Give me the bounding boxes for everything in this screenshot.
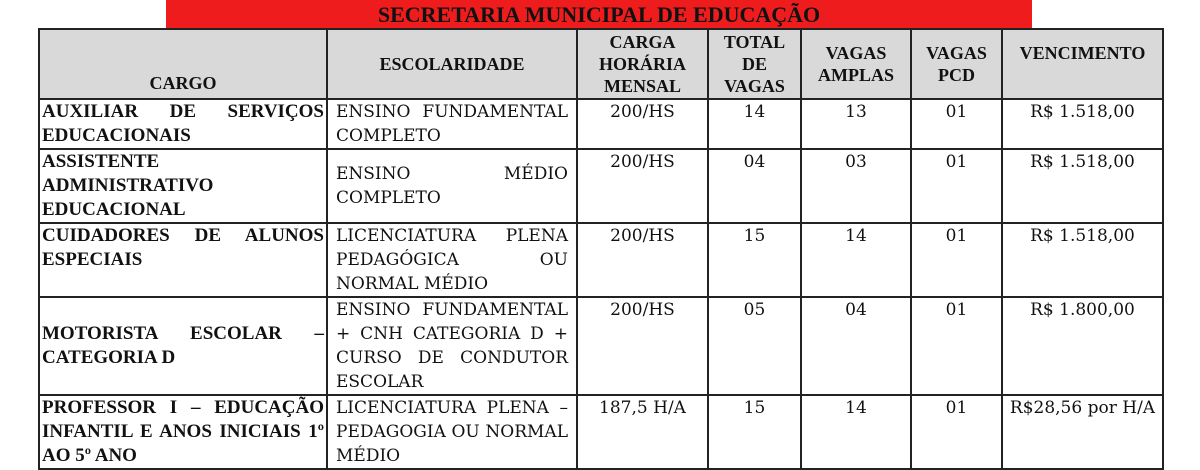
vacancies-table bbox=[38, 28, 1164, 470]
vencimento-cell: R$ 1.518,00 bbox=[1002, 99, 1163, 149]
cargo-cell: CUIDADORES DE ALUNOS ESPECIAIS bbox=[39, 223, 327, 297]
total-vagas-cell: 05 bbox=[708, 297, 801, 395]
escolaridade-cell: ENSINO MÉDIO COMPLETO bbox=[327, 149, 577, 223]
vagas-amplas-cell: 13 bbox=[801, 99, 911, 149]
escolaridade-cell: LICENCIATURA PLENA – PEDAGOGIA OU NORMAL MÉDIO bbox=[327, 395, 577, 469]
table-row bbox=[39, 395, 1163, 469]
header-carga-horaria: CARGA HORÁRIA MENSAL bbox=[577, 29, 708, 99]
header-cargo: CARGO bbox=[39, 29, 327, 99]
secretaria-title-banner: SECRETARIA MUNICIPAL DE EDUCAÇÃO bbox=[166, 0, 1032, 28]
vencimento-cell: R$ 1.518,00 bbox=[1002, 149, 1163, 223]
vencimento-cell: R$ 1.518,00 bbox=[1002, 223, 1163, 297]
vagas-amplas-cell: 14 bbox=[801, 395, 911, 469]
escolaridade-cell: ENSINO FUNDAMENTAL COMPLETO bbox=[327, 99, 577, 149]
header-total-vagas: TOTAL DE VAGAS bbox=[708, 29, 801, 99]
carga-horaria-cell: 200/HS bbox=[577, 223, 708, 297]
carga-horaria-cell: 200/HS bbox=[577, 99, 708, 149]
carga-horaria-cell: 200/HS bbox=[577, 149, 708, 223]
cargo-cell: PROFESSOR I – EDUCAÇÃO INFANTIL E ANOS INICIAIS 1º AO 5º ANO bbox=[39, 395, 327, 469]
vagas-pcd-cell: 01 bbox=[911, 395, 1002, 469]
vagas-pcd-cell: 01 bbox=[911, 149, 1002, 223]
vencimento-cell: R$ 1.800,00 bbox=[1002, 297, 1163, 395]
total-vagas-cell: 04 bbox=[708, 149, 801, 223]
total-vagas-cell: 15 bbox=[708, 223, 801, 297]
header-vagas-pcd: VAGAS PCD bbox=[911, 29, 1002, 99]
carga-horaria-cell: 200/HS bbox=[577, 297, 708, 395]
vagas-pcd-cell: 01 bbox=[911, 223, 1002, 297]
table-row bbox=[39, 297, 1163, 395]
vagas-amplas-cell: 14 bbox=[801, 223, 911, 297]
table-row bbox=[39, 149, 1163, 223]
vagas-pcd-cell: 01 bbox=[911, 297, 1002, 395]
table-row bbox=[39, 223, 1163, 297]
total-vagas-cell: 14 bbox=[708, 99, 801, 149]
table-header-row bbox=[39, 29, 1163, 99]
total-vagas-cell: 15 bbox=[708, 395, 801, 469]
vagas-amplas-cell: 04 bbox=[801, 297, 911, 395]
vagas-pcd-cell: 01 bbox=[911, 99, 1002, 149]
table-row bbox=[39, 99, 1163, 149]
header-vencimento: VENCIMENTO bbox=[1002, 29, 1163, 99]
cargo-cell: AUXILIAR DE SERVIÇOS EDUCACIONAIS bbox=[39, 99, 327, 149]
escolaridade-cell: LICENCIATURA PLENA PEDAGÓGICA OU NORMAL MÉDIO bbox=[327, 223, 577, 297]
vagas-amplas-cell: 03 bbox=[801, 149, 911, 223]
vencimento-cell: R$28,56 por H/A bbox=[1002, 395, 1163, 469]
carga-horaria-cell: 187,5 H/A bbox=[577, 395, 708, 469]
header-escolaridade: ESCOLARIDADE bbox=[327, 29, 577, 99]
header-vagas-amplas: VAGAS AMPLAS bbox=[801, 29, 911, 99]
cargo-cell: MOTORISTA ESCOLAR – CATEGORIA D bbox=[39, 297, 327, 395]
escolaridade-cell: ENSINO FUNDAMENTAL + CNH CATEGORIA D + CURSO DE CONDUTOR ESCOLAR bbox=[327, 297, 577, 395]
cargo-cell: ASSISTENTE ADMINISTRATIVO EDUCACIONAL bbox=[39, 149, 327, 223]
